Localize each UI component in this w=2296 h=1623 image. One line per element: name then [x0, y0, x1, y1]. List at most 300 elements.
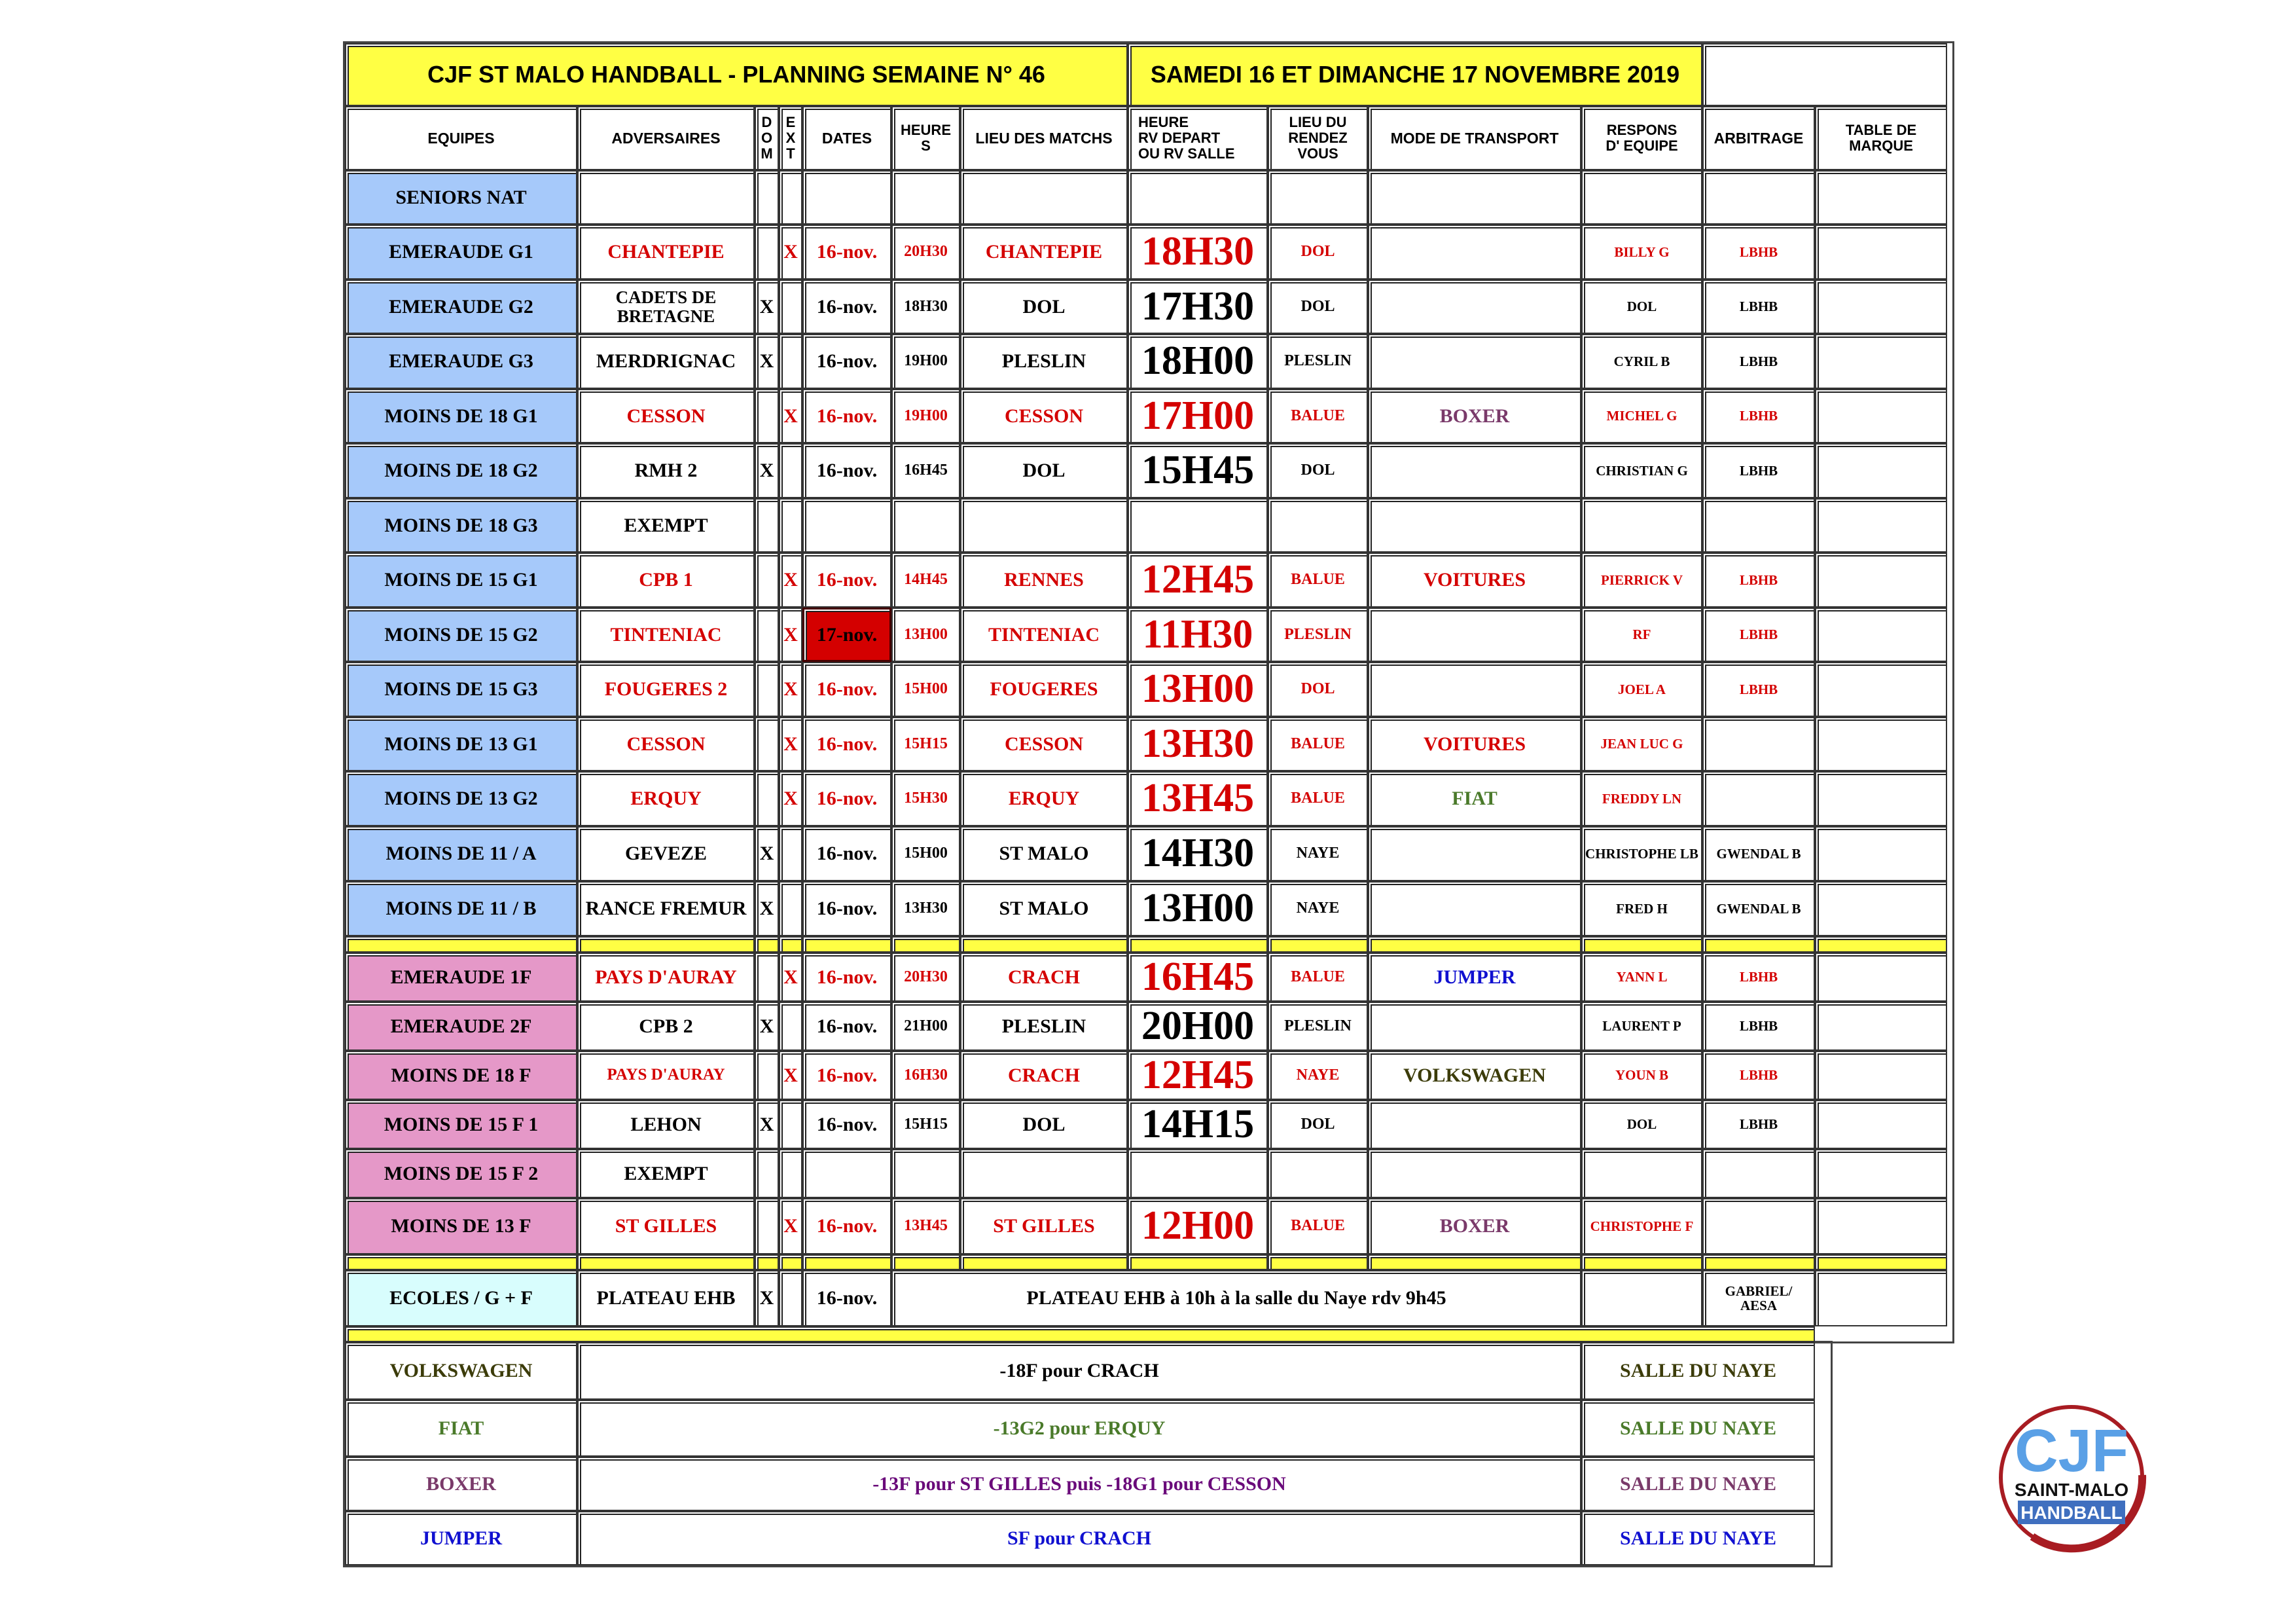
match-time-cell: [891, 498, 960, 553]
home-cell: [755, 225, 779, 280]
manager-cell: [1581, 1198, 1702, 1254]
vehicle-trip-cell: [577, 1400, 1581, 1457]
date-text: 16-nov.: [816, 241, 878, 263]
opponent-text: LEHON: [630, 1113, 702, 1135]
manager-cell: [1581, 443, 1702, 498]
date-text: 16-nov.: [816, 1015, 878, 1037]
team-name: MOINS DE 15 F 2: [384, 1162, 539, 1184]
school-scorer-cell: [1815, 1270, 1947, 1326]
opponent-text: CPB 1: [639, 569, 693, 591]
separator-cell: [1815, 936, 1947, 953]
date-cell: [802, 953, 891, 1002]
meeting-place-cell: [1268, 1198, 1368, 1254]
venue-text: PLESLIN: [1001, 350, 1086, 373]
team-cell: [345, 389, 577, 443]
manager-text: YOUN B: [1615, 1067, 1669, 1084]
home-cell: [755, 771, 779, 826]
transport-cell: [1368, 826, 1581, 881]
separator-cell: [755, 1254, 779, 1270]
header-date: [802, 106, 891, 170]
team-name: EMERAUDE 1F: [390, 966, 532, 988]
home-cell: [755, 1002, 779, 1051]
away-cell: [779, 881, 802, 936]
separator-cell: [345, 936, 577, 953]
meeting-time-text: 13H45: [1141, 776, 1255, 821]
date-text: 16-nov.: [816, 678, 878, 701]
referee-text: LBHB: [1739, 1116, 1778, 1133]
team-cell: [345, 717, 577, 771]
manager-text: JOEL A: [1618, 681, 1666, 697]
team-name: EMERAUDE G2: [389, 295, 533, 318]
team-cell: [345, 608, 577, 662]
venue-text: CRACH: [1008, 1064, 1080, 1086]
match-time-cell: [891, 443, 960, 498]
scorer-table-cell: [1815, 1100, 1947, 1149]
transport-cell: [1368, 225, 1581, 280]
manager-text: DOL: [1626, 299, 1657, 315]
meeting-time-text: 14H30: [1141, 831, 1255, 876]
transport-text: VOITURES: [1423, 733, 1526, 755]
date-text: 16-nov.: [816, 569, 878, 591]
opponent-cell: [577, 826, 755, 881]
referee-cell: [1702, 170, 1815, 225]
separator-cell: [1268, 1254, 1368, 1270]
team-cell: [345, 881, 577, 936]
date-text: 16-nov.: [816, 1113, 878, 1135]
transport-cell: [1368, 953, 1581, 1002]
meeting-time-text: 12H45: [1141, 557, 1255, 602]
venue-cell: [960, 826, 1128, 881]
school-team-cell: [345, 1270, 577, 1326]
venue-text: ST MALO: [999, 843, 1089, 865]
school-note-cell: [891, 1270, 1581, 1326]
date-text: 16-nov.: [816, 460, 878, 482]
venue-cell: [960, 1100, 1128, 1149]
home-cell: [755, 498, 779, 553]
header-adv-label: ADVERSAIRES: [611, 129, 721, 147]
header-heure: [891, 106, 960, 170]
venue-text: CRACH: [1008, 966, 1080, 988]
home-cell: [755, 826, 779, 881]
scorer-table-cell: [1815, 498, 1947, 553]
home-cell: [755, 1149, 779, 1198]
opponent-text: PAYS D'AURAY: [595, 966, 737, 988]
date-text: 16-nov.: [816, 405, 878, 427]
manager-cell: [1581, 389, 1702, 443]
meeting-place-cell: [1268, 881, 1368, 936]
team-name: MOINS DE 11 / A: [386, 843, 537, 865]
match-time-cell: [891, 389, 960, 443]
header-equipes: [345, 106, 577, 170]
vehicle-name: BOXER: [426, 1472, 496, 1495]
referee-text: LBHB: [1739, 681, 1778, 697]
vehicle-trip-cell: [577, 1457, 1581, 1511]
vehicle-name-cell: [345, 1457, 577, 1511]
header-dom-line: D: [761, 113, 772, 130]
separator-cell: [755, 936, 779, 953]
manager-text: LAURENT P: [1602, 1018, 1681, 1034]
home-cell: [755, 443, 779, 498]
meeting-place-text: BALUE: [1291, 571, 1345, 589]
venue-text: CHANTEPIE: [985, 241, 1103, 263]
date-cell: [802, 717, 891, 771]
date-cell: [802, 826, 891, 881]
referee-cell: [1702, 225, 1815, 280]
date-text: 16-nov.: [816, 733, 878, 755]
manager-cell: [1581, 662, 1702, 717]
meeting-place-cell: [1268, 280, 1368, 334]
team-name: MOINS DE 18 G3: [384, 514, 538, 536]
away-cell: [779, 443, 802, 498]
header-date-label: DATES: [821, 129, 872, 147]
separator-bar: [345, 1326, 1815, 1342]
separator-cell: [960, 1254, 1128, 1270]
venue-cell: [960, 280, 1128, 334]
meeting-time-cell: [1128, 280, 1268, 334]
team-cell: [345, 170, 577, 225]
referee-cell: [1702, 717, 1815, 771]
opponent-text: EXEMPT: [624, 514, 708, 536]
header-rv-line: HEURE: [1138, 113, 1189, 130]
meeting-place-text: BALUE: [1291, 735, 1345, 752]
meeting-place-cell: [1268, 389, 1368, 443]
meeting-place-cell: [1268, 1149, 1368, 1198]
match-time-cell: [891, 1051, 960, 1100]
header-resp-line: D' EQUIPE: [1605, 137, 1678, 154]
school-home-cell: [755, 1270, 779, 1326]
vehicle-place: SALLE DU NAYE: [1620, 1360, 1776, 1382]
home-text: X: [759, 295, 774, 318]
manager-text: CYRIL B: [1613, 353, 1670, 369]
opponent-cell: [577, 1198, 755, 1254]
header-resp-line: RESPONS: [1606, 121, 1677, 138]
school-away-cell: [779, 1270, 802, 1326]
venue-cell: [960, 443, 1128, 498]
transport-text: BOXER: [1439, 1215, 1510, 1237]
meeting-place-cell: [1268, 717, 1368, 771]
separator-cell: [577, 1254, 755, 1270]
referee-text: GWENDAL B: [1716, 900, 1801, 917]
away-cell: [779, 608, 802, 662]
referee-cell: [1702, 443, 1815, 498]
referee-text: LBHB: [1739, 408, 1778, 424]
manager-cell: [1581, 953, 1702, 1002]
transport-text: JUMPER: [1433, 966, 1516, 988]
title-blank: [1702, 43, 1947, 106]
date-cell: [802, 225, 891, 280]
vehicle-name-cell: [345, 1511, 577, 1565]
opponent-cell: [577, 608, 755, 662]
transport-cell: [1368, 1002, 1581, 1051]
meeting-time-text: 13H30: [1141, 721, 1255, 766]
venue-cell: [960, 608, 1128, 662]
home-cell: [755, 280, 779, 334]
manager-cell: [1581, 225, 1702, 280]
manager-text: YANN L: [1616, 969, 1668, 985]
away-cell: [779, 771, 802, 826]
date-cell: [802, 334, 891, 389]
logo-city: SAINT-MALO: [2014, 1480, 2129, 1500]
scorer-table-cell: [1815, 1002, 1947, 1051]
meeting-time-cell: [1128, 717, 1268, 771]
opponent-cell: [577, 771, 755, 826]
team-name: MOINS DE 15 G2: [384, 623, 538, 646]
team-cell: [345, 443, 577, 498]
manager-text: BILLY G: [1614, 244, 1670, 260]
opponent-text: GEVEZE: [624, 843, 708, 865]
vehicle-place-cell: [1581, 1342, 1815, 1400]
manager-text: CHRISTIAN G: [1596, 462, 1688, 479]
opponent-cell: [577, 498, 755, 553]
meeting-time-text: 17H30: [1141, 283, 1255, 329]
header-table-line: MARQUE: [1849, 137, 1913, 154]
vehicle-name-cell: [345, 1342, 577, 1400]
meeting-place-cell: [1268, 608, 1368, 662]
manager-text: MICHEL G: [1606, 408, 1677, 424]
away-cell: [779, 1149, 802, 1198]
home-cell: [755, 170, 779, 225]
meeting-place-text: DOL: [1300, 680, 1335, 698]
match-time-cell: [891, 334, 960, 389]
referee-cell: [1702, 1198, 1815, 1254]
venue-text: CESSON: [1004, 405, 1084, 427]
meeting-time-text: 16H45: [1141, 954, 1255, 999]
venue-cell: [960, 953, 1128, 1002]
match-time-cell: [891, 553, 960, 608]
match-time-text: 18H30: [904, 297, 948, 315]
venue-cell: [960, 1198, 1128, 1254]
date-text: 16-nov.: [816, 1064, 878, 1086]
match-time-text: 14H45: [904, 571, 948, 589]
venue-cell: [960, 225, 1128, 280]
venue-cell: [960, 389, 1128, 443]
match-time-text: 20H30: [904, 968, 948, 985]
away-cell: [779, 170, 802, 225]
scorer-table-cell: [1815, 717, 1947, 771]
date-cell: [802, 1100, 891, 1149]
meeting-time-text: 11H30: [1142, 611, 1253, 657]
header-rdv-line: RENDEZ: [1288, 129, 1348, 146]
vehicle-name: FIAT: [438, 1417, 484, 1439]
team-cell: [345, 553, 577, 608]
away-text: X: [783, 678, 798, 701]
team-name: EMERAUDE G1: [389, 241, 533, 263]
transport-cell: [1368, 553, 1581, 608]
transport-cell: [1368, 1100, 1581, 1149]
manager-cell: [1581, 1002, 1702, 1051]
match-time-cell: [891, 225, 960, 280]
opponent-text: FOUGERES 2: [604, 678, 728, 701]
venue-cell: [960, 1002, 1128, 1051]
meeting-place-cell: [1268, 662, 1368, 717]
meeting-time-cell: [1128, 608, 1268, 662]
vehicle-trip-cell: [577, 1342, 1581, 1400]
home-cell: [755, 662, 779, 717]
meeting-place-text: PLESLIN: [1284, 625, 1352, 643]
team-cell: [345, 1051, 577, 1100]
meeting-place-cell: [1268, 953, 1368, 1002]
header-adv: [577, 106, 755, 170]
vehicle-trip: -13F pour ST GILLES puis -18G1 pour CESSON: [872, 1472, 1286, 1495]
school-referee-cell: [1702, 1270, 1815, 1326]
match-time-text: 16H30: [904, 1066, 948, 1084]
scorer-table-cell: [1815, 662, 1947, 717]
away-text: X: [783, 1215, 798, 1237]
team-name: MOINS DE 13 F: [391, 1215, 531, 1237]
meeting-place-text: BALUE: [1291, 407, 1345, 424]
match-time-text: 13H00: [904, 625, 948, 643]
team-name: EMERAUDE G3: [389, 350, 533, 373]
meeting-time-text: 12H45: [1141, 1052, 1255, 1097]
meeting-time-cell: [1128, 498, 1268, 553]
manager-text: PIERRICK V: [1600, 572, 1683, 588]
header-arb-label: ARBITRAGE: [1713, 129, 1804, 147]
meeting-time-text: 13H00: [1141, 666, 1255, 712]
referee-cell: [1702, 608, 1815, 662]
meeting-time-cell: [1128, 170, 1268, 225]
scorer-table-cell: [1815, 553, 1947, 608]
team-cell: [345, 826, 577, 881]
referee-cell: [1702, 334, 1815, 389]
venue-text: ST MALO: [999, 898, 1089, 920]
header-lieu-label: LIEU DES MATCHS: [975, 129, 1113, 147]
match-time-text: 15H15: [904, 1115, 948, 1133]
team-name: MOINS DE 13 G2: [384, 788, 538, 810]
vehicle-name-cell: [345, 1400, 577, 1457]
meeting-place-cell: [1268, 334, 1368, 389]
date-text: 16-nov.: [816, 898, 878, 920]
referee-text: LBHB: [1739, 244, 1778, 260]
venue-text: CESSON: [1004, 733, 1084, 755]
home-text: X: [759, 843, 774, 865]
team-cell: [345, 662, 577, 717]
away-cell: [779, 1198, 802, 1254]
separator-cell: [802, 1254, 891, 1270]
away-cell: [779, 280, 802, 334]
away-text: X: [783, 241, 798, 263]
match-time-cell: [891, 1198, 960, 1254]
referee-cell: [1702, 1002, 1815, 1051]
logo-sport: HANDBALL: [2020, 1503, 2123, 1523]
header-transport: [1368, 106, 1581, 170]
transport-text: BOXER: [1439, 405, 1510, 427]
manager-cell: [1581, 334, 1702, 389]
meeting-time-text: 12H00: [1141, 1203, 1255, 1249]
away-text: X: [783, 733, 798, 755]
home-cell: [755, 1198, 779, 1254]
away-text: X: [783, 623, 798, 646]
separator-cell: [1128, 1254, 1268, 1270]
away-text: X: [783, 788, 798, 810]
date-cell: [802, 1149, 891, 1198]
header-rdv: [1268, 106, 1368, 170]
home-text: X: [759, 460, 774, 482]
vehicle-trip: SF pour CRACH: [1007, 1527, 1152, 1549]
separator-cell: [577, 936, 755, 953]
team-name: MOINS DE 18 G2: [384, 460, 538, 482]
opponent-text: CADETS DE BRETAGNE: [615, 287, 717, 326]
date-cell: [802, 1002, 891, 1051]
club-logo: [1993, 1398, 2150, 1555]
referee-text: GWENDAL B: [1716, 845, 1801, 862]
team-name: MOINS DE 11 / B: [386, 898, 537, 920]
meeting-time-cell: [1128, 443, 1268, 498]
match-time-text: 15H30: [904, 790, 948, 807]
separator-cell: [802, 936, 891, 953]
match-time-cell: [891, 1149, 960, 1198]
scorer-table-cell: [1815, 1149, 1947, 1198]
header-ext-line: E: [785, 113, 796, 130]
header-resp: [1581, 106, 1702, 170]
venue-cell: [960, 334, 1128, 389]
meeting-time-cell: [1128, 1198, 1268, 1254]
header-rv-line: RV DEPART: [1138, 129, 1221, 146]
school-opponent-cell: [577, 1270, 755, 1326]
scorer-table-cell: [1815, 225, 1947, 280]
meeting-time-cell: [1128, 553, 1268, 608]
away-cell: [779, 826, 802, 881]
header-table: [1815, 106, 1947, 170]
match-time-text: 13H30: [904, 900, 948, 917]
meeting-place-text: BALUE: [1291, 790, 1345, 807]
manager-text: RF: [1632, 627, 1651, 643]
scorer-table-cell: [1815, 1198, 1947, 1254]
venue-text: PLESLIN: [1001, 1015, 1086, 1037]
team-name: MOINS DE 15 G1: [384, 569, 538, 591]
meeting-time-cell: [1128, 771, 1268, 826]
manager-cell: [1581, 170, 1702, 225]
home-text: X: [759, 350, 774, 373]
match-time-text: 19H00: [904, 352, 948, 370]
transport-cell: [1368, 334, 1581, 389]
team-cell: [345, 1002, 577, 1051]
date-cell: [802, 553, 891, 608]
meeting-time-cell: [1128, 225, 1268, 280]
team-cell: [345, 1198, 577, 1254]
venue-cell: [960, 553, 1128, 608]
away-cell: [779, 953, 802, 1002]
referee-text: LBHB: [1739, 969, 1778, 985]
separator-cell: [891, 936, 960, 953]
referee-cell: [1702, 826, 1815, 881]
meeting-place-text: PLESLIN: [1284, 352, 1352, 370]
school-home-text: X: [759, 1287, 774, 1309]
meeting-time-cell: [1128, 953, 1268, 1002]
vehicle-place: SALLE DU NAYE: [1620, 1527, 1776, 1549]
referee-cell: [1702, 1100, 1815, 1149]
header-ext-line: X: [785, 129, 796, 146]
away-cell: [779, 553, 802, 608]
manager-text: CHRISTOPHE LB: [1585, 845, 1698, 862]
separator-cell: [779, 1254, 802, 1270]
meeting-place-cell: [1268, 225, 1368, 280]
team-name: MOINS DE 15 F 1: [384, 1113, 539, 1135]
opponent-text: MERDRIGNAC: [596, 350, 736, 373]
manager-cell: [1581, 717, 1702, 771]
header-transport-label: MODE DE TRANSPORT: [1390, 129, 1559, 147]
scorer-table-cell: [1815, 334, 1947, 389]
home-text: X: [759, 1113, 774, 1135]
match-time-cell: [891, 881, 960, 936]
date-text: 17-nov.: [816, 623, 878, 646]
home-text: X: [759, 1015, 774, 1037]
referee-text: LBHB: [1739, 353, 1778, 369]
referee-cell: [1702, 1051, 1815, 1100]
away-cell: [779, 1002, 802, 1051]
referee-cell: [1702, 881, 1815, 936]
header-table-line: TABLE DE: [1845, 121, 1917, 138]
meeting-place-text: DOL: [1300, 243, 1335, 261]
